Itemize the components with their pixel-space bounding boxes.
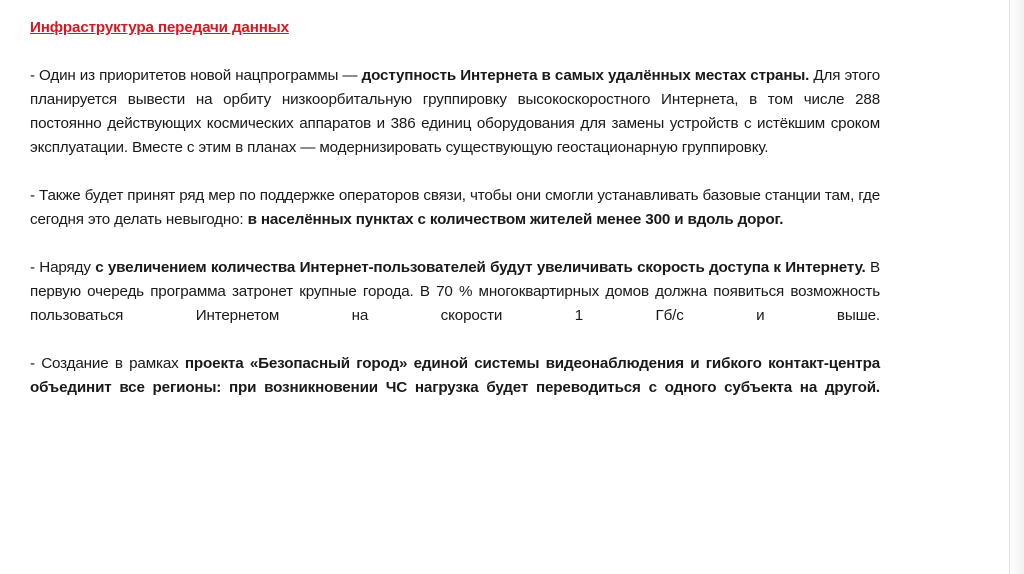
paragraph-text: - Один из приоритетов новой нацпрограммы — (30, 67, 362, 84)
paragraph-bold-text: в населённых пунктах с количеством жителей менее 300 и вдоль дорог. (247, 211, 784, 228)
paragraph-text: В первую очередь программа затронет крупные города. В 70 % многоквартирных домов должна появиться возможность пользоваться Интернетом на скорости 1 Гб/с и выше. (30, 259, 880, 324)
paragraph-safe-city (30, 352, 880, 400)
paragraph-text: - Создание в рамках (30, 355, 185, 372)
paragraph-bold-text: с увеличением количества Интернет-пользователей будут увеличивать скорость доступа к Интернету. (95, 259, 866, 276)
paragraph-text: Для этого планируется вывести на орбиту низкоорбитальную группировку высокоскоростного Интернета, в том числе 288 постоянно действующих космических аппаратов и 386 единиц оборудования для замены устройств с истёкшим сроком эксплуатации. Вместе с этим в планах — модернизировать существующую геостационарную группировку. (30, 67, 880, 156)
slide-right-edge (1009, 0, 1024, 574)
paragraph-bold-text: доступность Интернета в самых удалённых местах страны. (361, 67, 810, 84)
paragraph-access-speed (30, 256, 880, 328)
paragraph-operators-support (30, 184, 880, 232)
paragraph-bold-text: проекта «Безопасный город» единой системы видеонаблюдения и гибкого контакт-центра объединит все регионы: при возникновении ЧС нагрузка будет переводиться с одного субъекта на другой. (30, 355, 880, 396)
paragraph-internet-access (30, 64, 880, 160)
paragraph-text: - Наряду (30, 259, 96, 276)
paragraph-text: - Также будет принят ряд мер по поддержке операторов связи, чтобы они смогли устанавливать базовые станции там, где сегодня это делать невыгодно: (30, 187, 880, 228)
slide-title: Инфраструктура передачи данных (30, 19, 289, 36)
slide-content (30, 16, 880, 424)
